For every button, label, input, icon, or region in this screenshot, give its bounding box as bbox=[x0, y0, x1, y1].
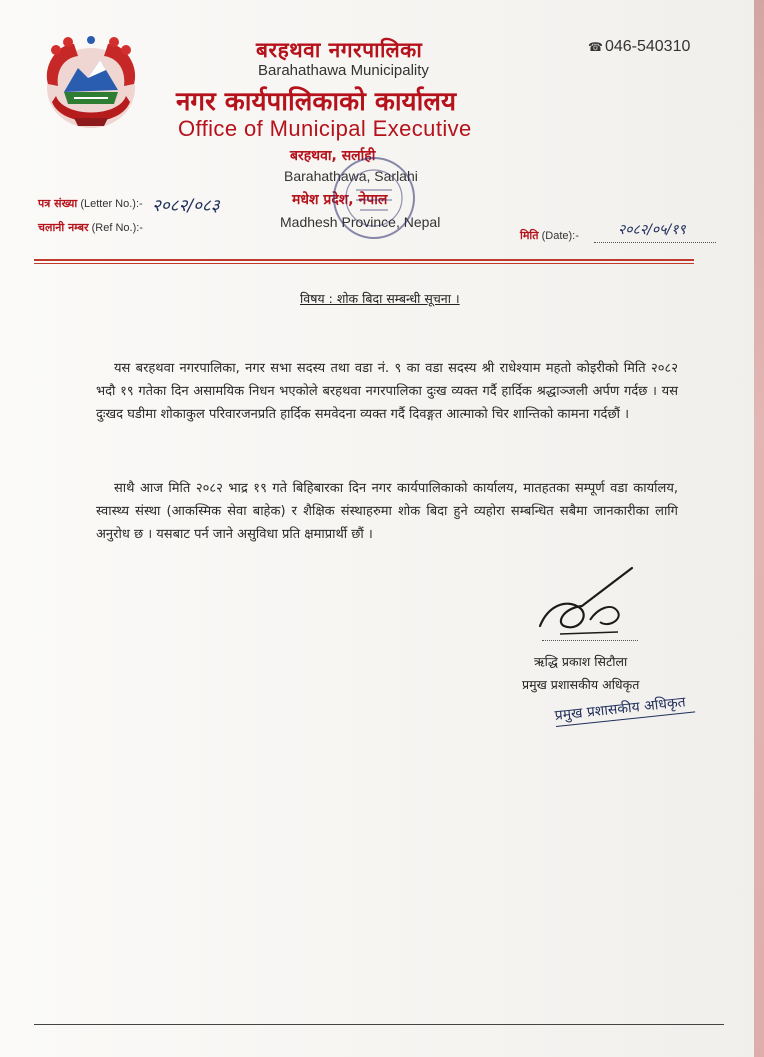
office-stamp-icon bbox=[326, 150, 422, 246]
ref-no-label-np: चलानी नम्बर bbox=[38, 221, 89, 234]
letter-no-label-np: पत्र संख्या bbox=[38, 197, 78, 210]
date-label-en: (Date):- bbox=[541, 230, 579, 242]
address-province-np: मधेश प्रदेश, नेपाल bbox=[292, 192, 388, 208]
letter-no-label-en: (Letter No.):- bbox=[80, 198, 143, 210]
telephone-icon: ☎ bbox=[588, 40, 603, 54]
date-label-np: मिति bbox=[520, 229, 539, 242]
signer-name: ऋद्धि प्रकाश सिटौला bbox=[534, 654, 628, 669]
subject-line: विषय : शोक बिदा सम्बन्धी सूचना । bbox=[300, 291, 460, 306]
date-value: २०८२/०५/१९ bbox=[618, 222, 686, 238]
letter-no-value: २०८२/०८३ bbox=[152, 196, 220, 216]
office-name-en: Office of Municipal Executive bbox=[178, 116, 472, 141]
header-divider-thin bbox=[34, 263, 694, 264]
date-dotted-line bbox=[594, 242, 716, 243]
ref-no-label bbox=[38, 220, 178, 235]
phone-value: 046-540310 bbox=[604, 38, 691, 55]
body-paragraph-2: साथै आज मिति २०८२ भाद्र १९ गते बिहिबारका दिन नगर कार्यपालिकाको कार्यालय, मातहतका सम्पूर्ण वडा कार्यालय, स्वास्थ्य संस्था (आकस्मिक सेवा बाहेक) र शैक्षिक संस्थाहरुमा शोक बिदा हुने व्यहोरा सम्बन्धित सबैमा जानकारीका लागि अनुरोध छ । यसबाट पर्न जाने असुविधा प्रति क्षमाप्रार्थी छौं । bbox=[96, 481, 678, 542]
ref-no-label-en: (Ref No.):- bbox=[91, 222, 143, 234]
body-paragraph-1: यस बरहथवा नगरपालिका, नगर सभा सदस्य तथा वडा नं. ९ का वडा सदस्य श्री राधेश्याम महतो कोइरीको मिति २०८२ भदौ १९ गतेका दिन असामयिक निधन भएकोले बरहथवा नगरपालिका दुःख व्यक्त गर्दै हार्दिक श्रद्धाञ्जली अर्पण गर्दछ । यस दुःखद घडीमा शोकाकुल परिवारजनप्रति हार्दिक समवेदना व्यक्त गर्दै दिवङ्गत आत्माको चिर शान्तिको कामना गर्दछौं । bbox=[96, 361, 678, 422]
municipality-name-np: बरहथवा नगरपालिका bbox=[256, 38, 423, 62]
address-district-en: Barahathawa, Sarlahi bbox=[284, 168, 418, 184]
office-name-np: नगर कार्यपालिकाको कार्यालय bbox=[176, 87, 457, 117]
signer-title: प्रमुख प्रशासकीय अधिकृत bbox=[522, 677, 640, 692]
nepal-emblem-icon bbox=[34, 32, 148, 136]
handwritten-signature-icon bbox=[520, 562, 650, 642]
date-label bbox=[520, 228, 600, 243]
phone-number bbox=[588, 38, 718, 56]
municipality-name-en: Barahathawa Municipality bbox=[258, 62, 429, 79]
address-province-en: Madhesh Province, Nepal bbox=[280, 214, 441, 230]
footer-divider bbox=[34, 1024, 724, 1025]
address-district-np: बरहथवा, सर्लाही bbox=[290, 148, 376, 164]
page-edge bbox=[754, 0, 764, 1057]
letter-no-label bbox=[38, 196, 168, 211]
header-divider-thick bbox=[34, 259, 694, 261]
signature-dotted-line bbox=[542, 640, 638, 641]
designation-stamp: प्रमुख प्रशासकीय अधिकृत bbox=[554, 691, 695, 727]
